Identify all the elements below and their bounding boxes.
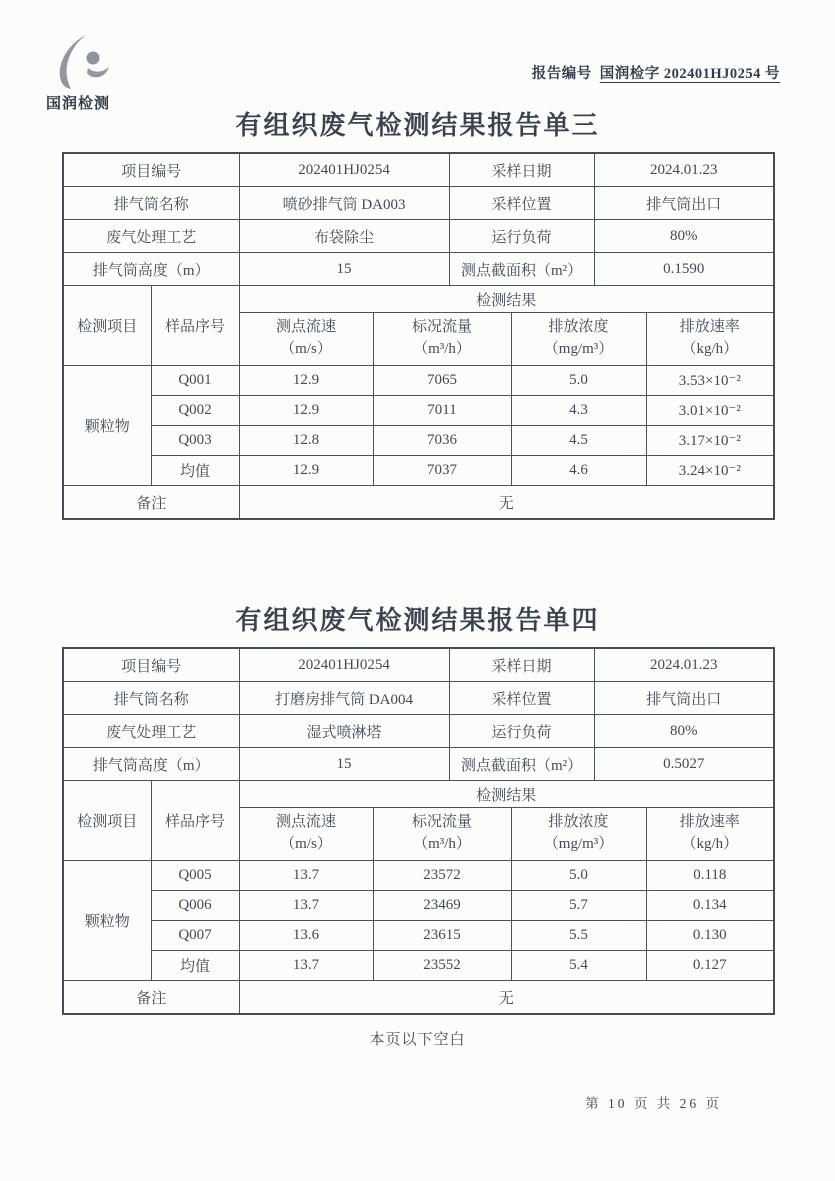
header-sample-no: 样品序号 [151,781,239,861]
label-treatment-process: 废气处理工艺 [63,220,239,253]
label-sampling-position: 采样位置 [449,187,594,220]
label-stack-name: 排气筒名称 [63,187,239,220]
table-row [63,366,774,396]
header-flow [373,808,511,861]
label-sampling-position: 采样位置 [449,682,594,715]
header-velocity [239,808,373,861]
value-treatment-process: 布袋除尘 [239,220,449,253]
table-row [63,286,774,313]
value-operating-load: 80% [594,220,774,253]
table-row [63,426,774,456]
label-sampling-date: 采样日期 [449,153,594,187]
logo-swoosh-icon [52,34,124,90]
page-number: 第 10 页 共 26 页 [585,1096,722,1111]
report-3-table-wrap [62,152,773,520]
header-velocity [239,313,373,366]
cell-sample: Q005 [151,861,239,891]
table-row [63,682,774,715]
cell-rate: 3.24×10⁻² [646,456,774,486]
header-concentration-name: 排放浓度 [548,319,609,336]
table-row [63,486,774,520]
header-velocity-name: 测点流速 [276,814,337,831]
header-test-item: 检测项目 [63,286,151,366]
cell-flow: 23552 [373,951,511,981]
header-rate [646,313,774,366]
cell-rate: 3.17×10⁻² [646,426,774,456]
label-project-no: 项目编号 [63,153,239,187]
value-stack-height: 15 [239,748,449,781]
header-flow-name: 标况流量 [412,319,473,336]
label-treatment-process: 废气处理工艺 [63,715,239,748]
header-test-item: 检测项目 [63,781,151,861]
cell-pollutant: 颗粒物 [63,366,151,486]
header-flow-name: 标况流量 [412,814,473,831]
table-row [63,861,774,891]
header-rate [646,808,774,861]
cell-rate: 3.53×10⁻² [646,366,774,396]
value-remark: 无 [239,981,774,1015]
value-sampling-date: 2024.01.23 [594,648,774,682]
header-sample-no: 样品序号 [151,286,239,366]
report-number-value: 国润检字 202401HJ0254 号 [599,66,780,82]
label-cross-section: 测点截面积（m²） [449,253,594,286]
cell-velocity: 13.6 [239,921,373,951]
header-concentration [511,313,646,366]
cell-rate: 0.118 [646,861,774,891]
cell-rate: 3.01×10⁻² [646,396,774,426]
value-sampling-position: 排气筒出口 [594,682,774,715]
report-number [532,62,780,83]
label-project-no: 项目编号 [63,648,239,682]
header-concentration-name: 排放浓度 [548,814,609,831]
cell-flow: 23469 [373,891,511,921]
table-row [63,891,774,921]
header-velocity-unit: （m/s） [280,341,332,357]
cell-flow: 23572 [373,861,511,891]
label-stack-height: 排气筒高度（m） [63,253,239,286]
header-flow-unit: （m³/h） [413,836,471,852]
table-row [63,153,774,187]
value-cross-section: 0.1590 [594,253,774,286]
cell-concentration: 4.6 [511,456,646,486]
report-3-table [62,152,775,520]
header-rate-unit: （kg/h） [681,341,739,357]
table-row [63,396,774,426]
label-cross-section: 测点截面积（m²） [449,748,594,781]
table-row [63,456,774,486]
label-remark: 备注 [63,981,239,1015]
table-row [63,253,774,286]
cell-concentration: 5.0 [511,861,646,891]
cell-velocity: 13.7 [239,861,373,891]
cell-pollutant: 颗粒物 [63,861,151,981]
cell-flow: 7011 [373,396,511,426]
table-row [63,648,774,682]
table-row [63,187,774,220]
header-concentration [511,808,646,861]
cell-flow: 7037 [373,456,511,486]
table-row [63,781,774,808]
report-4-title: 有组织废气检测结果报告单四 [235,606,600,635]
cell-concentration: 5.4 [511,951,646,981]
cell-concentration: 5.7 [511,891,646,921]
report-4-table-wrap [62,647,773,1015]
value-project-no: 202401HJ0254 [239,648,449,682]
cell-flow: 7036 [373,426,511,456]
label-operating-load: 运行负荷 [449,715,594,748]
value-sampling-position: 排气筒出口 [594,187,774,220]
value-project-no: 202401HJ0254 [239,153,449,187]
label-operating-load: 运行负荷 [449,220,594,253]
header-rate-unit: （kg/h） [681,836,739,852]
header-rate-name: 排放速率 [679,319,740,336]
cell-rate: 0.134 [646,891,774,921]
cell-rate: 0.127 [646,951,774,981]
header-velocity-unit: （m/s） [280,836,332,852]
cell-velocity: 12.9 [239,396,373,426]
cell-sample: 均值 [151,456,239,486]
cell-velocity: 12.9 [239,366,373,396]
cell-sample: Q001 [151,366,239,396]
report-4-table [62,647,775,1015]
value-stack-name: 打磨房排气筒 DA004 [239,682,449,715]
cell-velocity: 12.9 [239,456,373,486]
header-flow-unit: （m³/h） [413,341,471,357]
cell-flow: 7065 [373,366,511,396]
cell-concentration: 4.5 [511,426,646,456]
table-row [63,748,774,781]
value-treatment-process: 湿式喷淋塔 [239,715,449,748]
label-remark: 备注 [63,486,239,520]
label-stack-height: 排气筒高度（m） [63,748,239,781]
cell-concentration: 5.0 [511,366,646,396]
cell-concentration: 4.3 [511,396,646,426]
table-row [63,220,774,253]
table-row [63,715,774,748]
header-test-results: 检测结果 [239,781,774,808]
company-logo [46,34,156,113]
cell-sample: Q003 [151,426,239,456]
label-sampling-date: 采样日期 [449,648,594,682]
report-3-title: 有组织废气检测结果报告单三 [235,111,600,140]
cell-velocity: 13.7 [239,891,373,921]
cell-sample: Q007 [151,921,239,951]
blank-below-note: 本页以下空白 [369,1032,466,1048]
cell-flow: 23615 [373,921,511,951]
table-row [63,951,774,981]
value-cross-section: 0.5027 [594,748,774,781]
cell-velocity: 12.8 [239,426,373,456]
table-row [63,981,774,1015]
header-flow [373,313,511,366]
cell-concentration: 5.5 [511,921,646,951]
cell-rate: 0.130 [646,921,774,951]
value-stack-name: 喷砂排气筒 DA003 [239,187,449,220]
value-stack-height: 15 [239,253,449,286]
cell-sample: 均值 [151,951,239,981]
value-remark: 无 [239,486,774,520]
header-rate-name: 排放速率 [679,814,740,831]
value-operating-load: 80% [594,715,774,748]
cell-sample: Q006 [151,891,239,921]
logo-text: 国润检测 [46,95,111,112]
report-number-label: 报告编号 [531,66,592,82]
header-velocity-name: 测点流速 [276,319,337,336]
header-test-results: 检测结果 [239,286,774,313]
label-stack-name: 排气筒名称 [63,682,239,715]
header-concentration-unit: （mg/m³） [543,836,614,852]
cell-sample: Q002 [151,396,239,426]
table-row [63,921,774,951]
value-sampling-date: 2024.01.23 [594,153,774,187]
header-concentration-unit: （mg/m³） [543,341,614,357]
cell-velocity: 13.7 [239,951,373,981]
